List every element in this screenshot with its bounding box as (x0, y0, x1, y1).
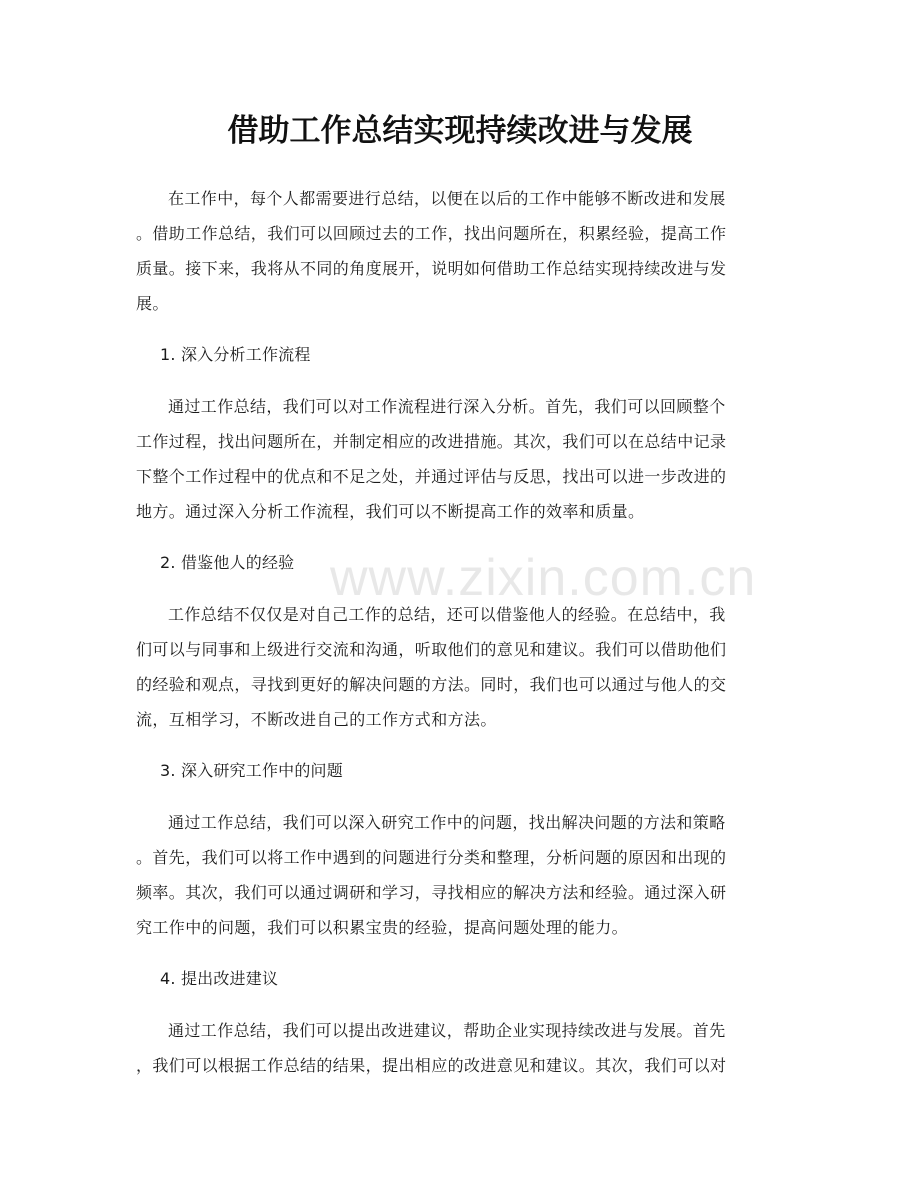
paragraph-line: 通过工作总结，我们可以深入研究工作中的问题，找出解决问题的方法和策略 (168, 813, 726, 832)
paragraph-line: 通过工作总结，我们可以对工作流程进行深入分析。首先，我们可以回顾整个 (168, 397, 726, 416)
paragraph-line: 工作过程，找出问题所在，并制定相应的改进措施。其次，我们可以在总结中记录 (136, 432, 727, 451)
document-title: 借助工作总结实现持续改进与发展 (227, 113, 693, 149)
section-heading: 2. 借鉴他人的经验 (160, 553, 295, 572)
section-heading: 3. 深入研究工作中的问题 (160, 761, 343, 780)
paragraph-line: 流，互相学习，不断改进自己的工作方式和方法。 (136, 710, 497, 729)
paragraph-line: 。借助工作总结，我们可以回顾过去的工作，找出问题所在，积累经验，提高工作 (136, 224, 727, 243)
paragraph-line: 通过工作总结，我们可以提出改进建议，帮助企业实现持续改进与发展。首先 (168, 1021, 726, 1040)
paragraph-line: 工作总结不仅仅是对自己工作的总结，还可以借鉴他人的经验。在总结中，我 (168, 605, 726, 624)
paragraph-line: 的经验和观点，寻找到更好的解决问题的方法。同时，我们也可以通过与他人的交 (136, 675, 727, 694)
paragraph-line: 展。 (136, 294, 169, 313)
watermark-text: www.zixin.com.cn (330, 549, 757, 607)
paragraph-line: 质量。接下来，我将从不同的角度展开，说明如何借助工作总结实现持续改进与发 (136, 259, 727, 278)
paragraph-line: 究工作中的问题，我们可以积累宝贵的经验，提高问题处理的能力。 (136, 918, 629, 937)
paragraph-line: 下整个工作过程中的优点和不足之处，并通过评估与反思，找出可以进一步改进的 (136, 467, 727, 486)
paragraph-line: ，我们可以根据工作总结的结果，提出相应的改进意见和建议。其次，我们可以对 (136, 1056, 727, 1075)
paragraph-line: 地方。通过深入分析工作流程，我们可以不断提高工作的效率和质量。 (136, 502, 645, 521)
paragraph-line: 频率。其次，我们可以通过调研和学习，寻找相应的解决方法和经验。通过深入研 (136, 883, 727, 902)
paragraph-line: 们可以与同事和上级进行交流和沟通，听取他们的意见和建议。我们可以借助他们 (136, 640, 727, 659)
paragraph-line: 在工作中，每个人都需要进行总结，以便在以后的工作中能够不断改进和发展 (168, 189, 726, 208)
section-heading: 1. 深入分析工作流程 (160, 345, 311, 364)
paragraph-line: 。首先，我们可以将工作中遇到的问题进行分类和整理，分析问题的原因和出现的 (136, 848, 727, 867)
section-heading: 4. 提出改进建议 (160, 969, 279, 988)
